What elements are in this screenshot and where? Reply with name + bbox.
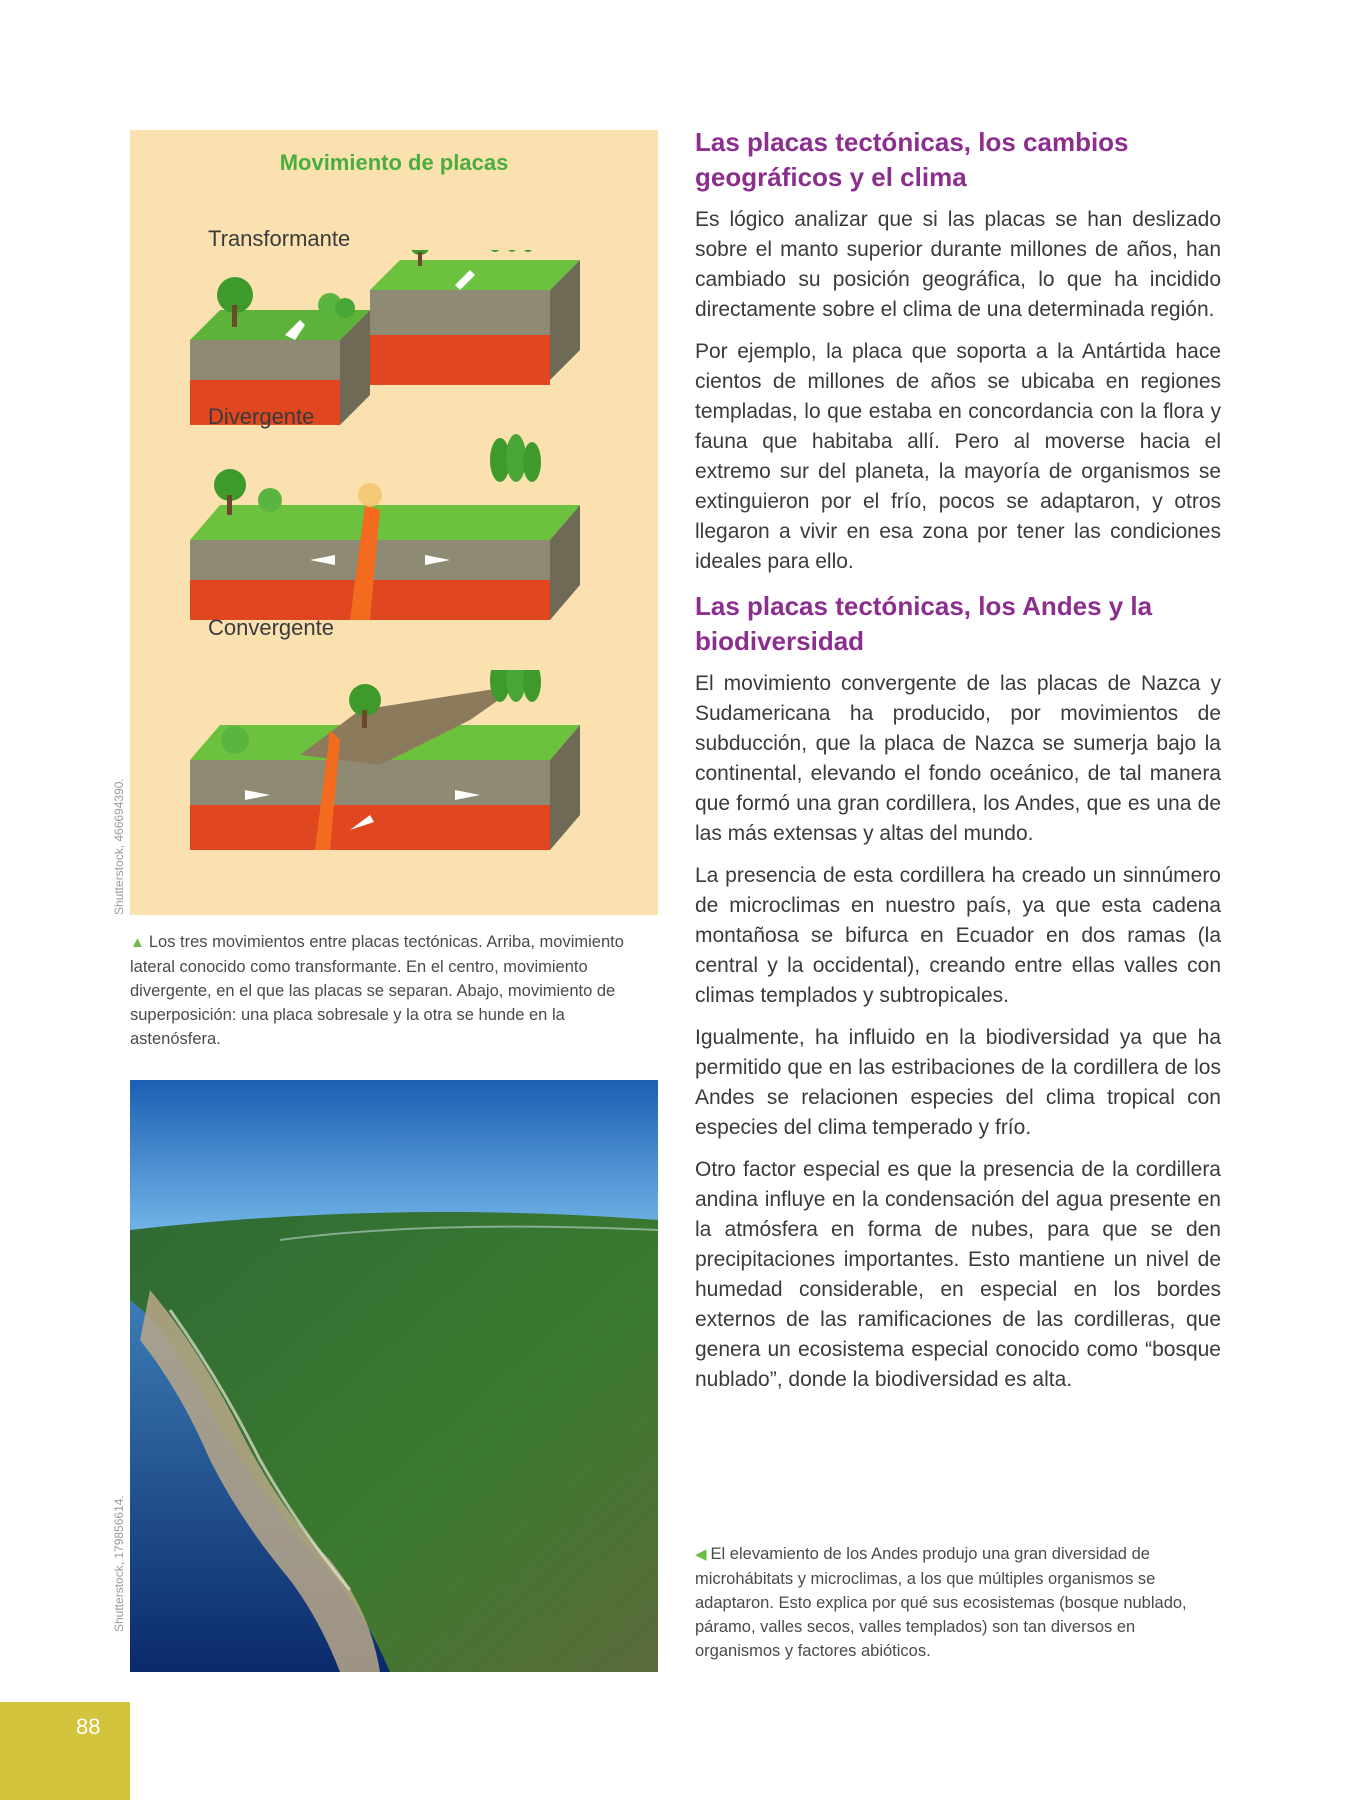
page-number: 88 xyxy=(76,1714,101,1739)
paragraph-4: La presencia de esta cordillera ha creado un sinnúmero de microclimas en nuestro país, ya que esta cadena montañosa se bifurca en Ecuador en dos ramas (la central y la occidental), creando entre ellas valles con climas templados y subtropicales. xyxy=(695,864,1221,1007)
label-convergent: Convergente xyxy=(208,615,334,640)
satellite-caption: ◀ El elevamiento de los Andes produjo una gran diversidad de microhábitats y microclimas, a los que múltiples organismos se adaptaron. Esto explica por qué sus ecosistemas (bosque nublado, páramo, valles secos, valles templados) son tan diversos en organismos y factores abióticos. xyxy=(695,1545,1187,1660)
paragraph-1: Es lógico analizar que si las placas se han deslizado sobre el manto superior durante millones de años, han cambiado su posición geográfica, lo que ha incidido directamente sobre el clima de una determinada región. xyxy=(695,208,1221,321)
paragraph-5: Igualmente, ha influido en la biodiversidad ya que ha permitido que en las estribaciones de la cordillera de los Andes se relacionen especies del clima tropical con especies del clima temperado y frío. xyxy=(695,1026,1221,1139)
label-divergent: Divergente xyxy=(208,404,315,429)
paragraph-6: Otro factor especial es que la presencia de la cordillera andina influye en la condensación del agua presente en la atmósfera en forma de nubes, para que se den precipitaciones importantes. Esto mantiene un nivel de humedad considerable, en especial en los bordes externos de las ramificaciones de las cordilleras, que genera un ecosistema especial conocido como “bosque nublado”, donde la biodiversidad es alta. xyxy=(695,1158,1221,1391)
triangle-up-icon: ▲ xyxy=(130,934,145,951)
satellite-credit: Shutterstock, 179856614. xyxy=(112,1495,126,1632)
andes-satellite-image xyxy=(130,1080,658,1672)
triangle-left-icon: ◀ xyxy=(695,1546,707,1563)
paragraph-2: Por ejemplo, la placa que soporta a la Antártida hace cientos de millones de años se ubicaba en regiones templadas, lo que estaba en concordancia con la flora y fauna que habitaba allí. Pero al moverse hacia el extremo sur del planeta, la mayoría de organismos se extinguieron por el frío, pocos se adaptaron, y otros llegaron a vivir en esa zona por tener las condiciones ideales para ello. xyxy=(695,340,1221,573)
heading-plates-andes: Las placas tectónicas, los Andes y la biodiversidad xyxy=(695,591,1153,656)
figure-caption: ▲ Los tres movimientos entre placas tectónicas. Arriba, movimiento lateral conocido como transformante. En el centro, movimiento divergente, en el que las placas se separan. Abajo, movimiento de superposición: una placa sobresale y la otra se hunde en la astenósfera. xyxy=(130,933,624,1048)
convergent-diagram xyxy=(190,670,590,870)
paragraph-3: El movimiento convergente de las placas de Nazca y Sudamericana ha producido, por movimientos de subducción, que la placa de Nazca se sumerja bajo la continental, elevando el fondo oceánico, de tal manera que formó una gran cordillera, los Andes, que es una de las más extensas y altas del mundo. xyxy=(695,672,1221,845)
page-footer xyxy=(0,1702,130,1800)
label-transform: Transformante xyxy=(208,226,351,251)
article xyxy=(695,125,1221,1395)
figure-credit: Shutterstock, 466694390. xyxy=(112,778,126,915)
plate-movement-figure xyxy=(130,130,658,915)
divergent-diagram xyxy=(190,430,590,630)
heading-plates-climate: Las placas tectónicas, los cambios geográficos y el clima xyxy=(695,127,1129,192)
figure-title: Movimiento de placas xyxy=(279,150,509,175)
